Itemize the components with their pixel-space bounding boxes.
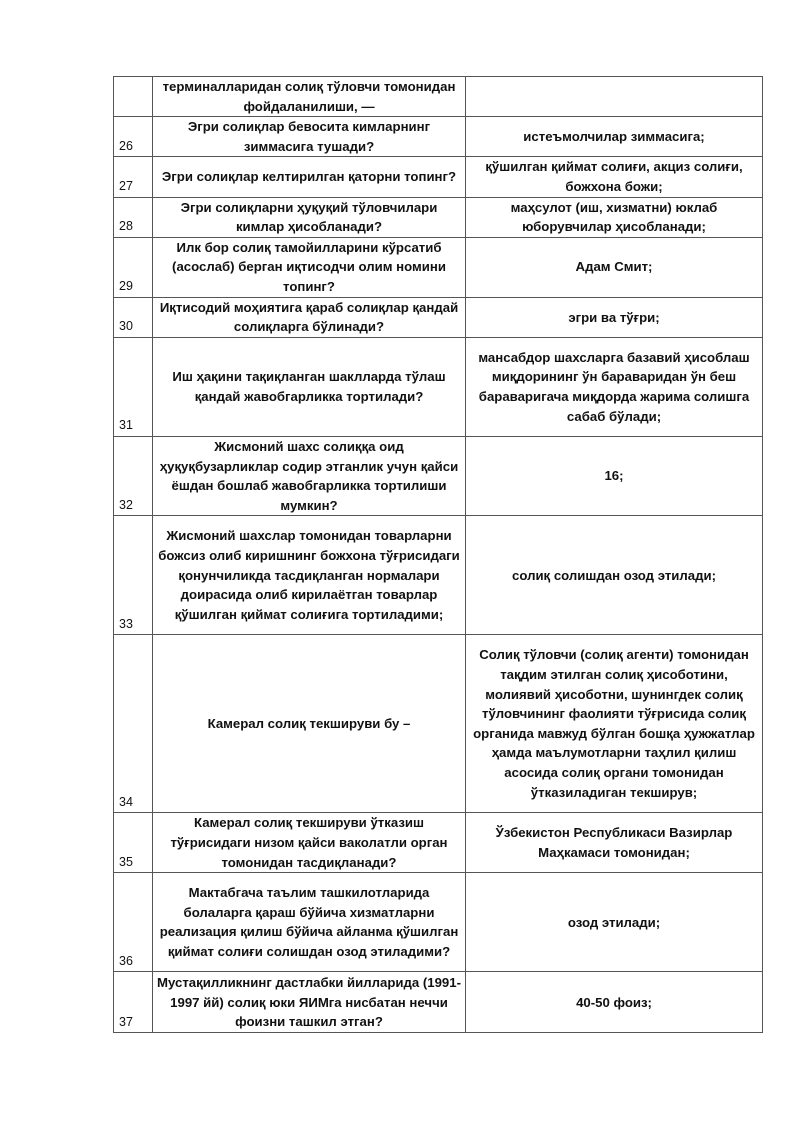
question-number: 37 (114, 972, 153, 1033)
table-row (114, 813, 763, 873)
question-number: 27 (114, 157, 153, 197)
question-text: Эгри солиқлар бевосита кимларнинг зиммасига тушади? (153, 117, 466, 157)
answer-text: Ўзбекистон Республикаси Вазирлар Маҳкамаси томонидан; (466, 813, 763, 873)
question-number: 35 (114, 813, 153, 873)
table-row (114, 873, 763, 972)
question-text: Мактабгача таълим ташкилотларида болаларга қараш бўйича хизматларни реализация қилиш бўйича айланма қўшилган қиймат солиғи солишдан озод этиладими? (153, 873, 466, 972)
questions-table (113, 76, 763, 1033)
question-number: 26 (114, 117, 153, 157)
answer-text: эгри ва тўғри; (466, 297, 763, 337)
answer-text: маҳсулот (иш, хизматни) юклаб юборувчилар ҳисобланади; (466, 197, 763, 237)
answer-text: солиқ солишдан озод этилади; (466, 516, 763, 635)
question-text: Эгри солиқлар келтирилган қаторни топинг? (153, 157, 466, 197)
table-row (114, 516, 763, 635)
question-number: 32 (114, 436, 153, 515)
question-text: Илк бор солиқ тамойилларини кўрсатиб (асослаб) берган иқтисодчи олим номини топинг? (153, 237, 466, 297)
table-row (114, 436, 763, 515)
table-row (114, 117, 763, 157)
question-text: Жисмоний шахс солиққа оид ҳуқуқбузарликлар содир этганлик учун қайси ёшдан бошлаб жавобгарликка тортилиши мумкин? (153, 436, 466, 515)
table-row (114, 237, 763, 297)
table-row (114, 635, 763, 813)
table-row (114, 297, 763, 337)
question-text: Иқтисодий моҳиятига қараб солиқлар қандай солиқларга бўлинади? (153, 297, 466, 337)
question-number: 36 (114, 873, 153, 972)
question-text: Камерал солиқ текшируви ўтказиш тўғрисидаги низом қайси ваколатли орган томонидан тасдиқланади? (153, 813, 466, 873)
answer-text: Солиқ тўловчи (солиқ агенти) томонидан тақдим этилган солиқ ҳисоботини, молиявий ҳисоботни, шунингдек солиқ тўловчининг фаолияти тўғрисида солиқ органида мавжуд бўлган бошқа ҳужжатлар ҳамда маълумотларни таҳлил қилиш асосида солиқ органи томонидан ўтказиладиган текширув; (466, 635, 763, 813)
answer-text: қўшилган қиймат солиғи, акциз солиғи, божхона божи; (466, 157, 763, 197)
answer-text: истеъмолчилар зиммасига; (466, 117, 763, 157)
table-row (114, 337, 763, 436)
table-row (114, 77, 763, 117)
question-text: Мустақилликнинг дастлабки йилларида (1991-1997 йй) солиқ юки ЯИМга нисбатан неччи фоизни ташкил этган? (153, 972, 466, 1033)
answer-text: мансабдор шахсларга базавий ҳисоблаш миқдорининг ўн бараваридан ўн беш бараваригача миқдорда жарима солишга сабаб бўлади; (466, 337, 763, 436)
table-row (114, 197, 763, 237)
question-number: 34 (114, 635, 153, 813)
answer-text: озод этилади; (466, 873, 763, 972)
question-text: Иш ҳақини тақиқланган шаклларда тўлаш қандай жавобгарликка тортилади? (153, 337, 466, 436)
question-number: 30 (114, 297, 153, 337)
question-text: Камерал солиқ текшируви бу – (153, 635, 466, 813)
question-number: 31 (114, 337, 153, 436)
question-number (114, 77, 153, 117)
question-number: 29 (114, 237, 153, 297)
table-row (114, 972, 763, 1033)
answer-text (466, 77, 763, 117)
question-text: Эгри солиқларни ҳуқуқий тўловчилари кимлар ҳисобланади? (153, 197, 466, 237)
question-text: Жисмоний шахслар томонидан товарларни божсиз олиб киришнинг божхона тўғрисидаги қонунчиликда тасдиқланган нормалари доирасида олиб кирилаётган товарлар қўшилган қиймат солиғига тортиладими; (153, 516, 466, 635)
question-number: 33 (114, 516, 153, 635)
question-number: 28 (114, 197, 153, 237)
table-row (114, 157, 763, 197)
question-text: терминалларидан солиқ тўловчи томонидан фойдаланилиши, — (153, 77, 466, 117)
answer-text: Адам Смит; (466, 237, 763, 297)
answer-text: 40-50 фоиз; (466, 972, 763, 1033)
answer-text: 16; (466, 436, 763, 515)
questions-table-body (114, 77, 763, 1033)
